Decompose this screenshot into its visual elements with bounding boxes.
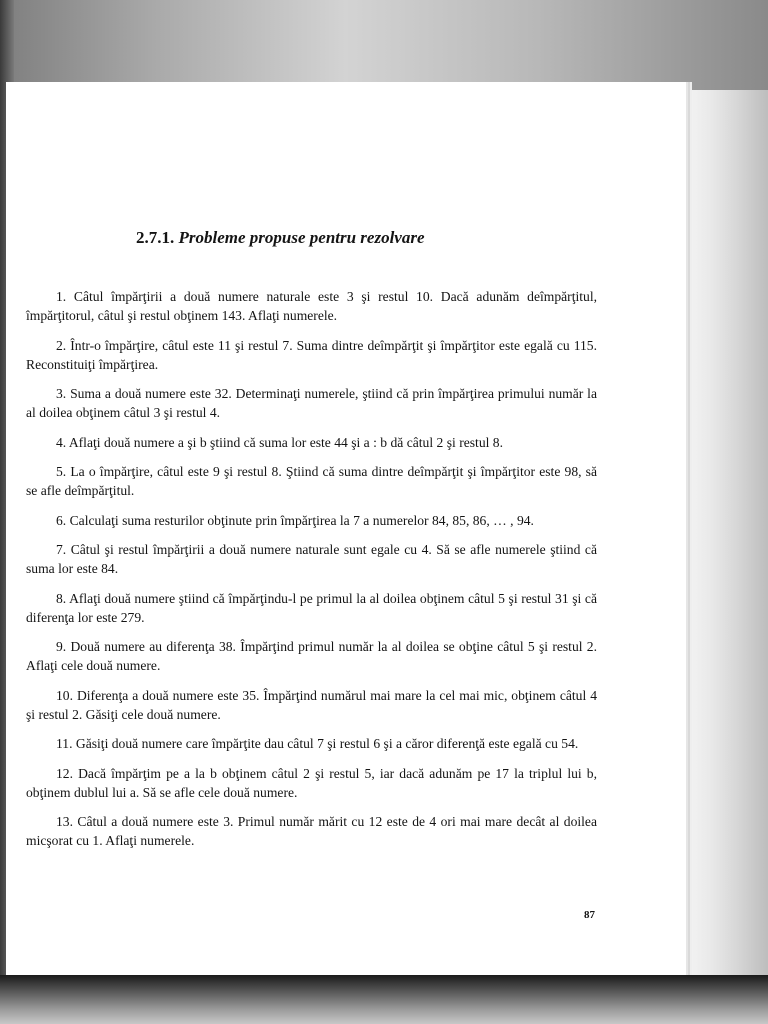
problem-item: 8. Aflaţi două numere ştiind că împărţindu-l pe primul la al doilea obţinem câtul 5 şi restul 31 şi că diferenţa lor este 279.	[26, 590, 597, 625]
problem-item: 2. Într-o împărţire, câtul este 11 şi restul 7. Suma dintre deîmpărţit şi împărţitor este egală cu 115. Reconstituiţi împărţirea.	[26, 337, 597, 372]
problem-item: 10. Diferenţa a două numere este 35. Împărţind numărul mai mare la cel mai mic, obţinem câtul 4 şi restul 2. Găsiţi cele două numere.	[26, 687, 597, 722]
problem-item: 12. Dacă împărţim pe a la b obţinem câtul 2 şi restul 5, iar dacă adunăm pe 17 la triplul lui b, obţinem dublul lui a. Să se afle cele două numere.	[26, 765, 597, 800]
section-heading	[136, 228, 425, 248]
problem-item: 9. Două numere au diferenţa 38. Împărţind primul număr la al doilea se obţine câtul 5 şi restul 2. Aflaţi cele două numere.	[26, 639, 597, 673]
section-title: Probleme propuse pentru rezolvare	[178, 228, 425, 247]
problem-list	[26, 287, 597, 861]
problem-item: 1. Câtul împărţirii a două numere naturale este 3 şi restul 10. Dacă adunăm deîmpărţitul, împărţitorul, câtul şi restul obţinem 143. Aflaţi numerele.	[26, 289, 597, 323]
problem-item: 5. La o împărţire, câtul este 9 şi restul 8. Ştiind că suma dintre deîmpărţit şi împărţitor este 98, să se afle deîmpărţitul.	[26, 464, 597, 498]
scan-top-shadow	[0, 0, 768, 92]
problem-item: 4. Aflaţi două numere a şi b ştiind că suma lor este 44 şi a : b dă câtul 2 şi restul 8.	[56, 434, 503, 450]
problem-item: 13. Câtul a două numere este 3. Primul număr mărit cu 12 este de 4 ori mai mare decât al doilea micşorat cu 1. Aflaţi numerele.	[26, 814, 597, 848]
section-number: 2.7.1.	[136, 228, 175, 247]
problem-item: 6. Calculaţi suma resturilor obţinute prin împărţirea la 7 a numerelor 84, 85, 86, … , 94.	[56, 512, 534, 528]
page-stack-edge	[686, 90, 768, 978]
scan-bottom-shadow	[0, 975, 768, 1024]
page-number: 87	[584, 909, 595, 921]
problem-item: 11. Găsiţi două numere care împărţite dau câtul 7 şi restul 6 şi a căror diferenţă este egală cu 54.	[56, 736, 579, 751]
problem-item: 7. Câtul şi restul împărţirii a două numere naturale sunt egale cu 4. Să se afle numerele ştiind că suma lor este 84.	[26, 542, 597, 576]
problem-item: 3. Suma a două numere este 32. Determinaţi numerele, ştiind că prin împărţirea primului număr la al doilea obţinem câtul 3 şi restul 4.	[26, 386, 597, 420]
